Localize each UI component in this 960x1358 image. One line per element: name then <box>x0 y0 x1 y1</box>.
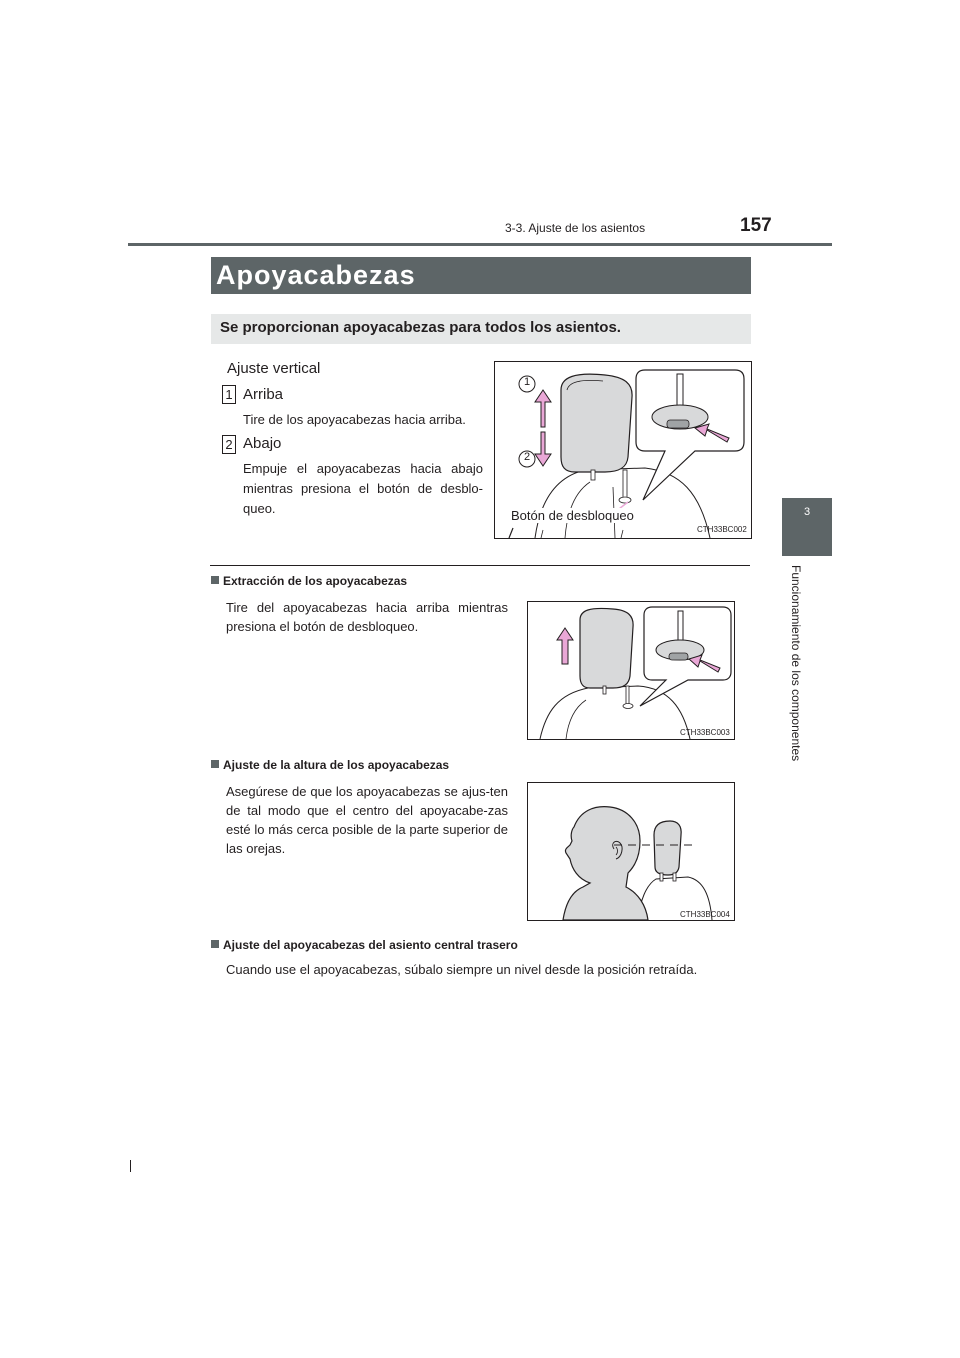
chapter-number: 3 <box>803 506 811 518</box>
item-label-up: Arriba <box>243 386 284 403</box>
bullet-text-height: Asegúrese de que los apoyacabezas se ajus-ten de tal modo que el centro del apoyacabe-zas esté lo más cerca posible de la parte superior de las orejas. <box>226 784 508 856</box>
chapter-title <box>783 565 805 785</box>
item-text-down: Empuje el apoyacabezas hacia abajo mientras presiona el botón de desblo-queo. <box>243 461 483 516</box>
chapter-title-text: Funcionamiento de los componentes <box>789 565 803 762</box>
bullet-heading-text: Extracción de los apoyacabezas <box>223 574 408 588</box>
bullet-square-icon <box>211 760 219 768</box>
figure-headrest-height <box>527 782 735 921</box>
figure-code: CTH33BC003 <box>680 728 730 737</box>
item-number-1: 1 <box>222 385 236 404</box>
figure-headrest-vertical <box>494 361 752 539</box>
unlock-button-caption: Botón de desbloqueo <box>511 508 634 523</box>
page-title: Apoyacabezas <box>216 260 416 290</box>
figure-code: CTH33BC002 <box>697 525 747 534</box>
page-number: 157 <box>740 215 772 236</box>
item-label-down: Abajo <box>243 435 282 452</box>
intro-text: Se proporcionan apoyacabezas para todos los asientos. <box>220 319 621 336</box>
header-rule <box>128 243 832 246</box>
item-number-2: 2 <box>222 435 236 454</box>
section-header: 3-3. Ajuste de los asientos <box>505 221 646 235</box>
bullet-text-rear-center: Cuando use el apoyacabezas, súbalo siempre un nivel desde la posición retraída. <box>226 962 698 977</box>
item-text-up: Tire de los apoyacabezas hacia arriba. <box>243 412 466 427</box>
bullet-heading-text: Ajuste del apoyacabezas del asiento central trasero <box>223 938 518 952</box>
bullet-heading-rear-center <box>211 938 518 952</box>
margin-mark <box>130 1160 131 1172</box>
bullet-square-icon <box>211 576 219 584</box>
callout-1: 1 <box>523 376 531 388</box>
headrest-removal-illustration <box>528 602 734 739</box>
callout-2: 2 <box>523 451 531 463</box>
section-divider <box>210 565 750 566</box>
bullet-heading-text: Ajuste de la altura de los apoyacabezas <box>223 758 450 772</box>
vertical-heading: Ajuste vertical <box>227 360 321 377</box>
bullet-heading-removal <box>211 574 407 588</box>
bullet-square-icon <box>211 940 219 948</box>
bullet-heading-height <box>211 758 449 772</box>
bullet-text-removal: Tire del apoyacabezas hacia arriba mientras presiona el botón de desbloqueo. <box>226 600 508 634</box>
figure-headrest-removal <box>527 601 735 740</box>
figure-code: CTH33BC004 <box>680 910 730 919</box>
headrest-height-illustration <box>528 783 734 920</box>
